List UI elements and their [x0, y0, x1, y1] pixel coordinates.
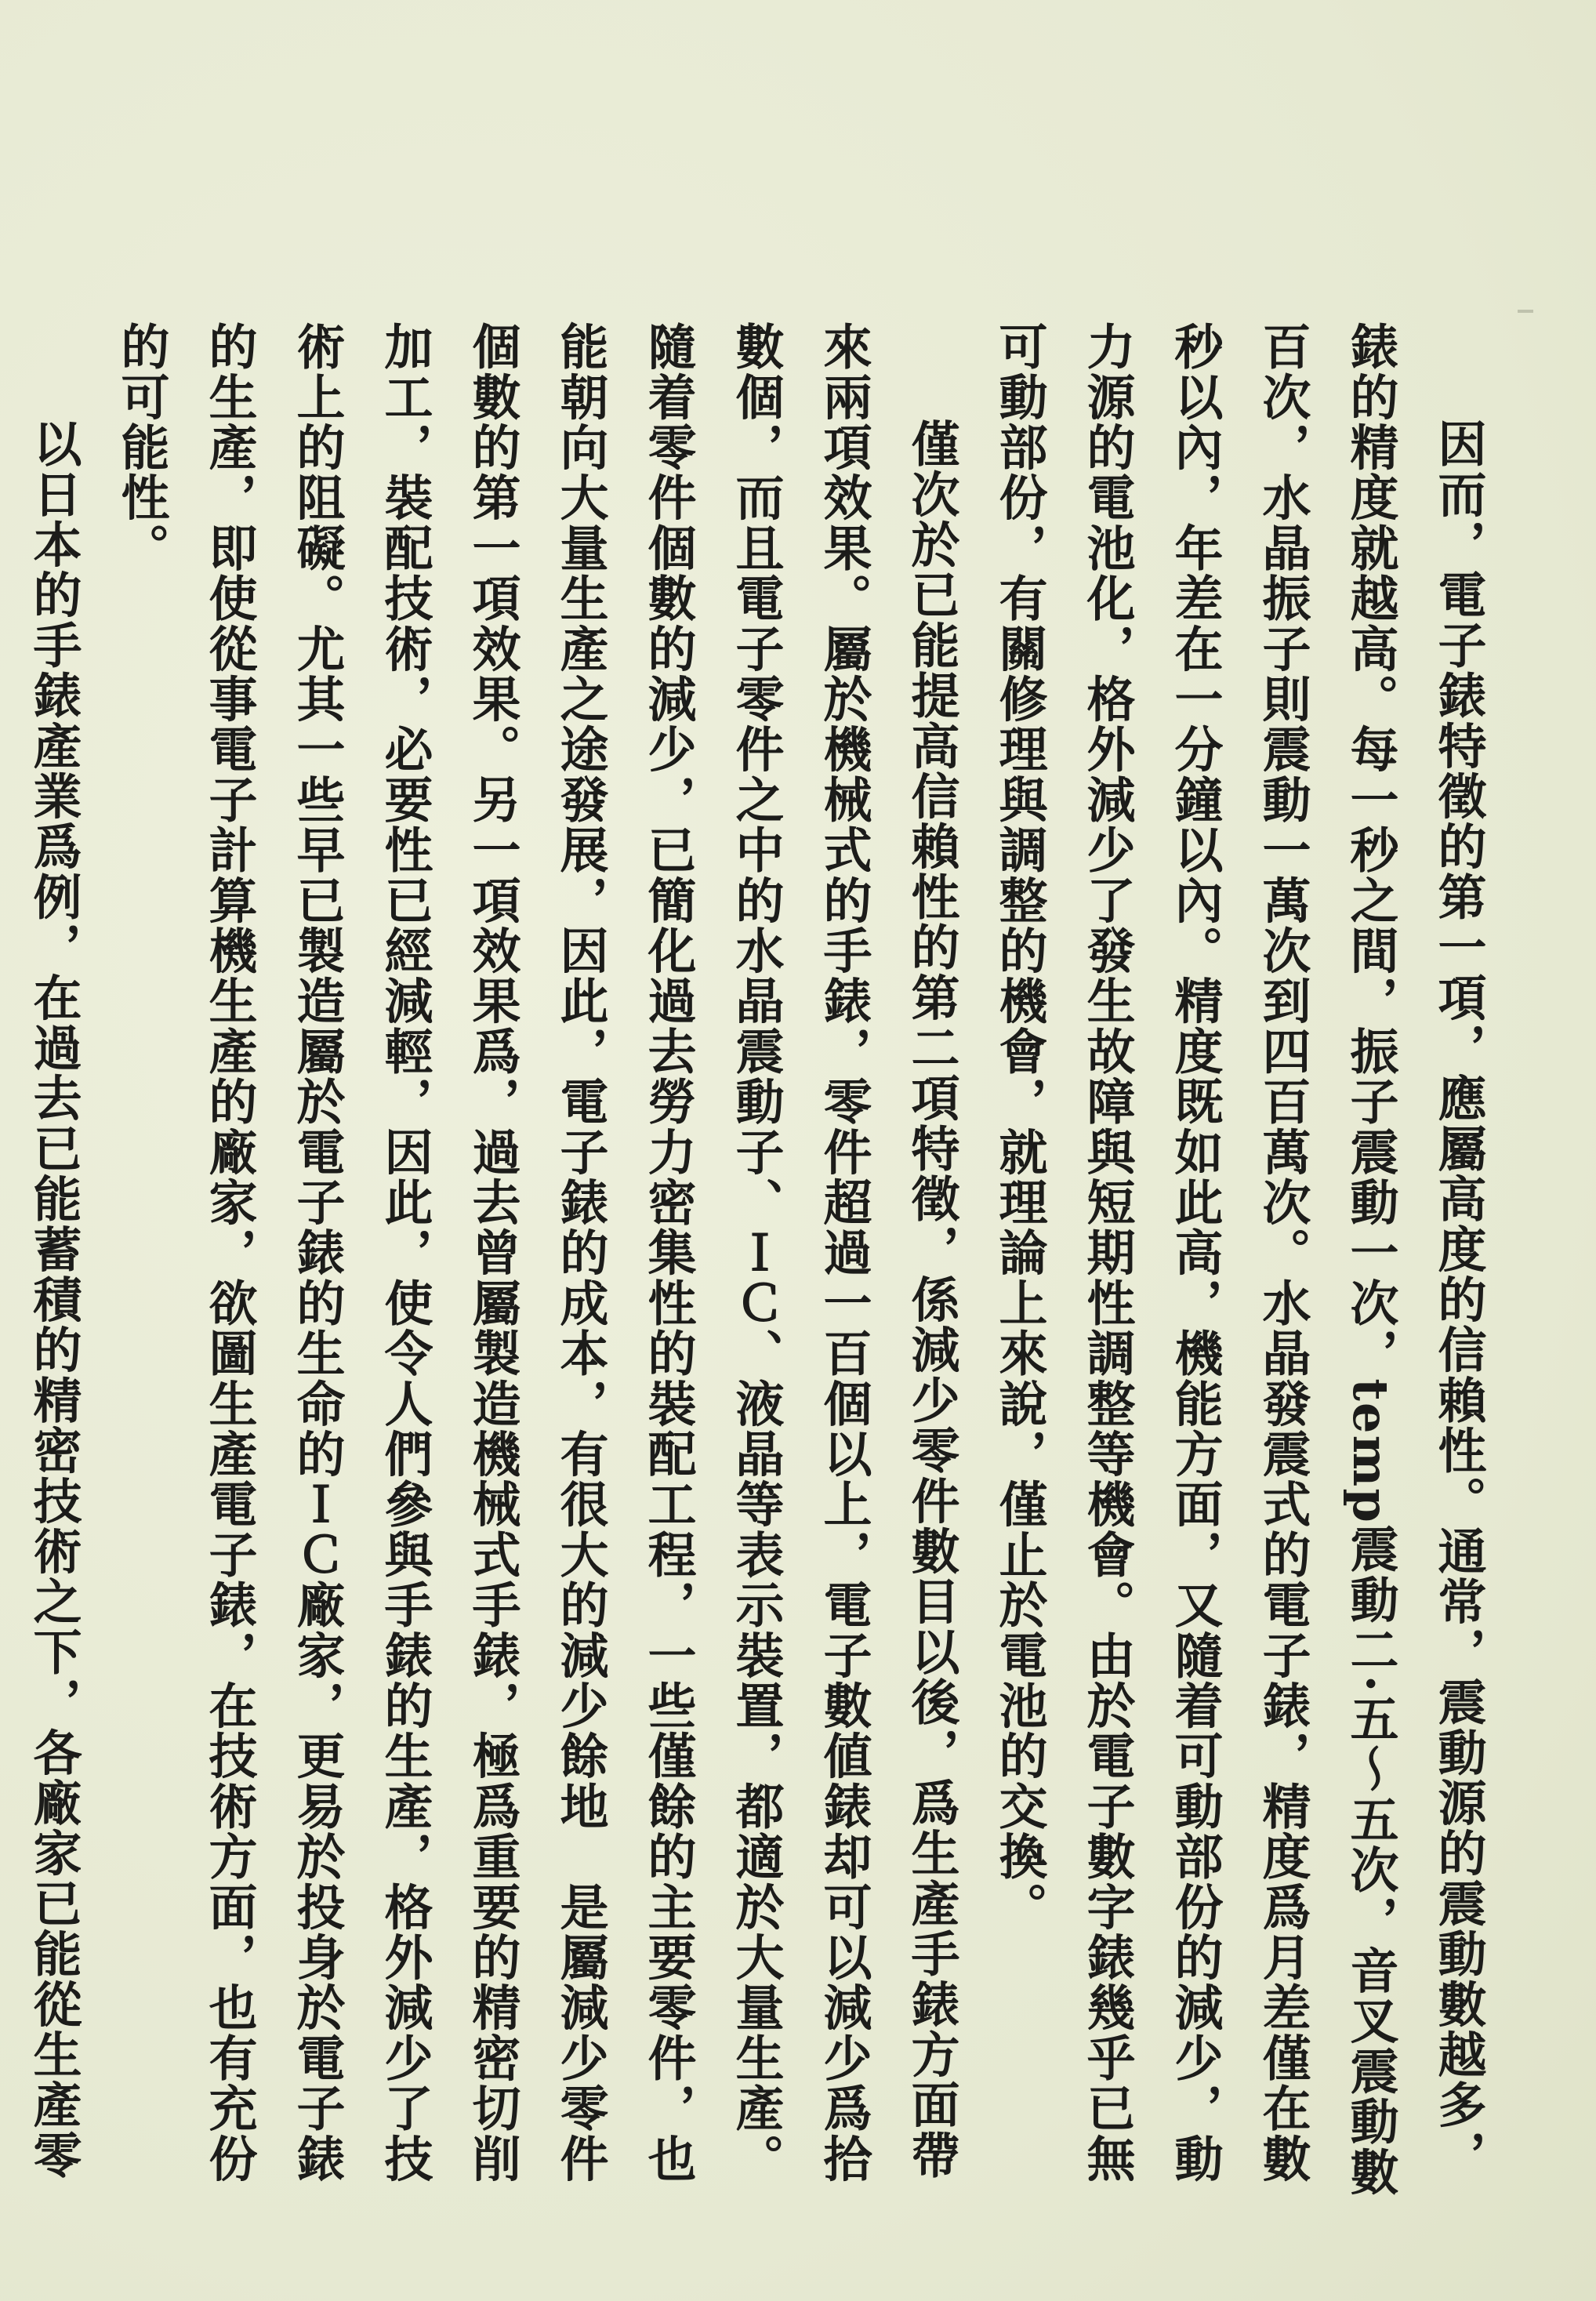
paragraph-second-feature: 僅次於已能提高信賴性的第二項特徵，係減少零件數目以後，爲生產手錶方面帶來兩項效果。屬於機械式的手錶，零件超過一百個以上，電子數値錶却可以減少爲拾數個，而且電子零件之中的水晶震動子、ＩＣ、液晶等表示裝置，都適於大量生產。隨着零件個數的減少，已簡化過去勞力密集性的裝配工程，一些僅餘的主要零件，也能朝向大量生產之途發展，因此，電子錶的成本，有很大的減少餘地 是屬減少零件個數的第一項效果。另一項效果爲，過去曾屬製造機械式手錶，極爲重要的精密切削加工，裝配技術，必要性已經減輕，因此，使令人們參與手錶的生產，格外減少了技術上的阻礙。尤其一些早已製造屬於電子錶的生命的ＩＣ廠家，更易於投身於電子錶的生產，即使從事電子計算機生產的廠家，欲圖生產電子錶，在技術方面，也有充份的可能性。	[113, 321, 960, 2184]
paragraph-japan-example: 以日本的手錶產業爲例，在過去已能蓄積的精密技術之下，各廠家已能從生產零	[25, 419, 82, 2180]
vertical-text-body	[25, 321, 1502, 2219]
top-margin-mark	[1518, 310, 1533, 313]
paragraph-first-feature: 因而，電子錶特徵的第一項，應屬高度的信賴性。通常，震動源的震動數越多，錶的精度就越高。每一秒之間，振子震動一次，temp震動二·五～五次，音叉震動數百次，水晶振子則震動一萬次到四百萬次。水晶發震式的電子錶，精度爲月差僅在數秒以內，年差在一分鐘以內。精度既如此高，機能方面，又隨着可動部份的減少，動力源的電池化，格外減少了發生故障與短期性調整等機會。由於電子數字錶幾乎已無可動部份，有關修理與調整的機會，就理論上來說，僅止於電池的交換。	[991, 321, 1487, 2198]
